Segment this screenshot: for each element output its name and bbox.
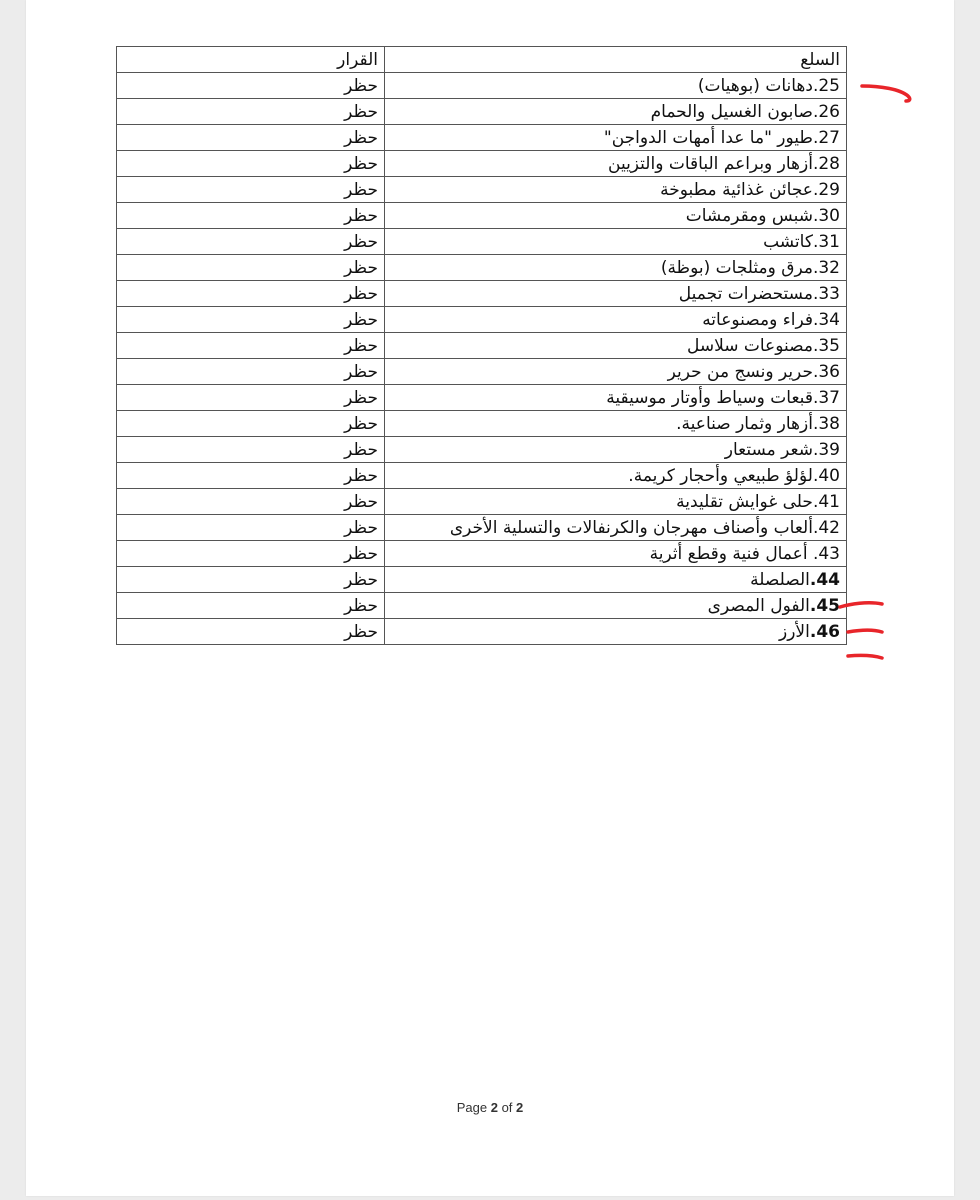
table-row (117, 125, 847, 151)
table-row (117, 333, 847, 359)
item-name: 42.ألعاب وأصناف مهرجان والكرنفالات والتسلية الأخرى (449, 517, 840, 538)
decision-cell: حظر (117, 281, 385, 307)
item-name: الأرز (779, 621, 810, 642)
header-decision: القرار (117, 47, 385, 73)
table-row (117, 385, 847, 411)
decision-cell: حظر (117, 255, 385, 281)
goods-cell (385, 203, 847, 229)
table-body (117, 73, 847, 645)
item-name: 31.كاتشب (763, 231, 840, 252)
goods-cell (385, 73, 847, 99)
table-row (117, 73, 847, 99)
table-row (117, 463, 847, 489)
item-name: 26.صابون الغسيل والحمام (650, 101, 840, 122)
footer-middle: of (497, 1100, 517, 1115)
item-name: 39.شعر مستعار (724, 439, 840, 460)
item-name: الصلصلة (750, 569, 810, 590)
item-name: 32.مرق ومثلجات (بوظة) (660, 257, 840, 278)
item-name: 27.طيور "ما عدا أمهات الدواجن" (603, 127, 840, 148)
decision-cell: حظر (117, 515, 385, 541)
goods-cell (385, 515, 847, 541)
table-header-row (117, 47, 847, 73)
goods-cell (385, 437, 847, 463)
item-name: 43. أعمال فنية وقطع أثرية (649, 543, 840, 564)
table-row (117, 593, 847, 619)
item-name: 30.شبس ومقرمشات (685, 205, 840, 226)
item-name: 29.عجائن غذائية مطبوخة (660, 179, 840, 200)
goods-decision-table (116, 46, 847, 645)
item-name: 40.لؤلؤ طبيعي وأحجار كريمة. (628, 465, 840, 486)
item-name: 37.قبعات وسياط وأوتار موسيقية (606, 387, 840, 408)
goods-cell (385, 255, 847, 281)
goods-cell (385, 385, 847, 411)
item-number: 46. (809, 621, 840, 642)
item-name: 41.حلى غوايش تقليدية (676, 491, 840, 512)
goods-cell (385, 307, 847, 333)
decision-cell: حظر (117, 541, 385, 567)
decision-cell: حظر (117, 437, 385, 463)
item-name: 28.أزهار وبراعم الباقات والتزيين (608, 153, 840, 174)
table-row (117, 359, 847, 385)
decision-cell: حظر (117, 463, 385, 489)
decision-cell: حظر (117, 593, 385, 619)
footer-prefix: Page (456, 1100, 491, 1115)
item-name: 36.حرير ونسج من حرير (667, 361, 840, 382)
goods-cell (385, 99, 847, 125)
goods-cell (385, 541, 847, 567)
goods-cell (385, 125, 847, 151)
table-row (117, 619, 847, 645)
item-number: 45. (809, 595, 840, 616)
goods-cell (385, 177, 847, 203)
decision-cell: حظر (117, 307, 385, 333)
decision-cell: حظر (117, 333, 385, 359)
goods-cell (385, 359, 847, 385)
goods-cell (385, 567, 847, 593)
table-row (117, 229, 847, 255)
goods-cell (385, 229, 847, 255)
footer-total-pages: 2 (516, 1100, 524, 1115)
table-row (117, 437, 847, 463)
item-name: 34.فراء ومصنوعاته (702, 309, 840, 330)
decision-cell: حظر (117, 203, 385, 229)
page-footer (26, 1100, 954, 1115)
item-name: 38.أزهار وثمار صناعية. (676, 413, 840, 434)
item-name: 35.مصنوعات سلاسل (686, 335, 840, 356)
table-row (117, 177, 847, 203)
table-row (117, 541, 847, 567)
item-name: 25.دهانات (بوهيات) (697, 75, 840, 96)
table-row (117, 151, 847, 177)
decision-cell: حظر (117, 411, 385, 437)
header-goods: السلع (385, 47, 847, 73)
item-number: 44. (809, 569, 840, 590)
decision-cell: حظر (117, 489, 385, 515)
table-row (117, 99, 847, 125)
decision-cell: حظر (117, 151, 385, 177)
goods-cell (385, 333, 847, 359)
decision-cell: حظر (117, 567, 385, 593)
goods-cell (385, 489, 847, 515)
goods-cell (385, 619, 847, 645)
table-row (117, 281, 847, 307)
decision-cell: حظر (117, 73, 385, 99)
decision-cell: حظر (117, 99, 385, 125)
item-name: 33.مستحضرات تجميل (678, 283, 840, 304)
decision-cell: حظر (117, 385, 385, 411)
table-row (117, 515, 847, 541)
document-page (26, 0, 954, 1196)
goods-cell (385, 411, 847, 437)
goods-cell (385, 463, 847, 489)
table-row (117, 489, 847, 515)
table-row (117, 567, 847, 593)
table-row (117, 203, 847, 229)
goods-cell (385, 151, 847, 177)
decision-cell: حظر (117, 229, 385, 255)
decision-cell: حظر (117, 125, 385, 151)
table-row (117, 307, 847, 333)
decision-cell: حظر (117, 359, 385, 385)
table-row (117, 411, 847, 437)
footer-current-page: 2 (490, 1100, 498, 1115)
goods-cell (385, 593, 847, 619)
table-row (117, 255, 847, 281)
goods-cell (385, 281, 847, 307)
item-name: الفول المصرى (707, 595, 810, 616)
decision-cell: حظر (117, 177, 385, 203)
decision-cell: حظر (117, 619, 385, 645)
